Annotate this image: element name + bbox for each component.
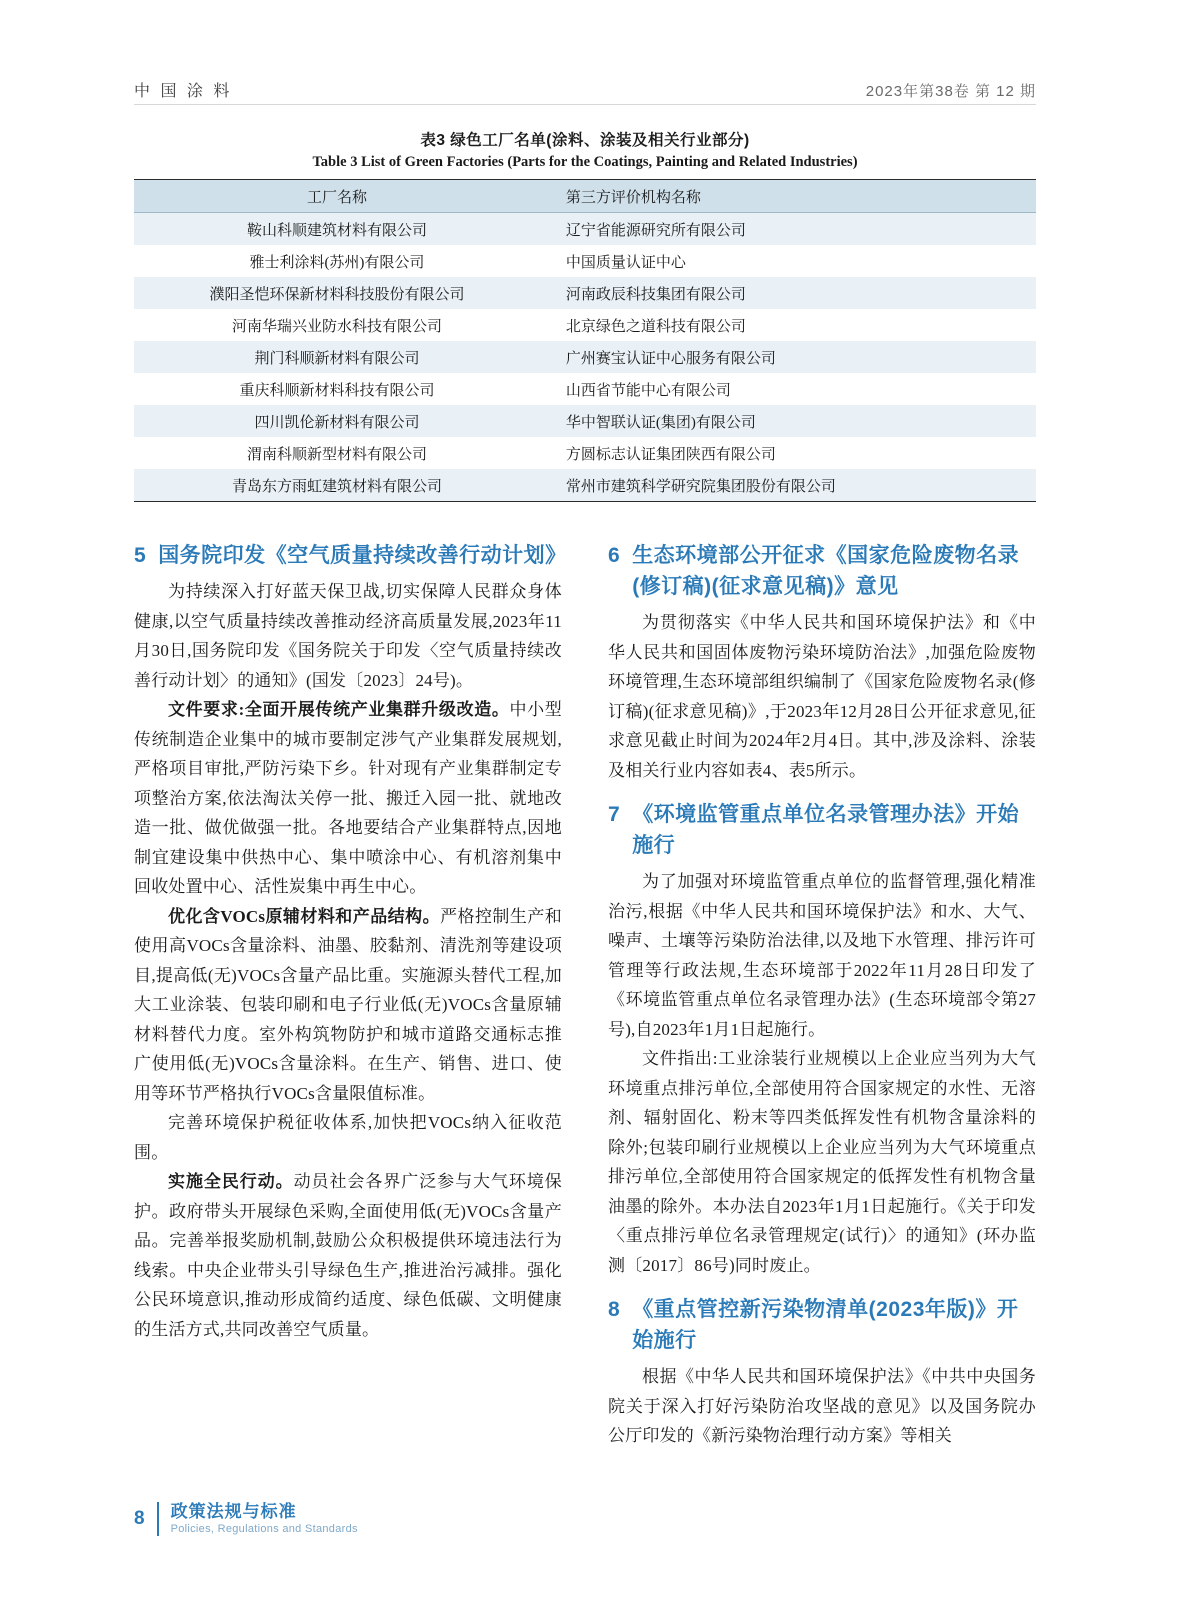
cell-agency: 常州市建筑科学研究院集团股份有限公司 (540, 469, 1036, 502)
table-row (134, 469, 1036, 502)
page-header (134, 78, 1036, 101)
table-row (134, 373, 1036, 405)
paragraph: 为贯彻落实《中华人民共和国环境保护法》和《中华人民共和国固体废物污染环境防治法》,加强危险废物环境管理,生态环境部组织编制了《国家危险废物名录(修订稿)(征求意见稿)》,于2023年12月28日公开征求意见,征求意见截止时间为2024年2月4日。其中,涉及涂料、涂装及相关行业内容如表4、表5所示。 (608, 613, 1036, 780)
paragraph-text: 中小型传统制造企业集中的城市要制定涉气产业集群发展规划,严格项目审批,严防污染下乡。针对现有产业集群制定专项整治方案,依法淘汰关停一批、搬迁入园一批、就地改造一批、做优做强一批。各地要结合产业集群特点,因地制宜建设集中供热中心、集中喷涂中心、有机溶剂集中回收处置中心、活性炭集中再生中心。 (134, 700, 562, 896)
table-caption-en: Table 3 List of Green Factories (Parts for the Coatings, Painting and Related Industries) (312, 154, 858, 170)
paragraph: 为持续深入打好蓝天保卫战,切实保障人民群众身体健康,以空气质量持续改善推动经济高质量发展,2023年11月30日,国务院印发《国务院关于印发〈空气质量持续改善行动计划〉的通知》(国发〔2023〕24号)。 (134, 582, 562, 690)
article-columns (134, 540, 1036, 1451)
page-footer (134, 1502, 1036, 1536)
section-heading-8 (608, 1294, 1036, 1356)
table-body (134, 213, 1036, 502)
paragraph-lead: 实施全民行动。 (168, 1172, 294, 1191)
cell-factory: 濮阳圣恺环保新材料科技股份有限公司 (134, 277, 540, 309)
table-row (134, 341, 1036, 373)
table-header-row (134, 180, 1036, 213)
cell-agency: 方圆标志认证集团陕西有限公司 (540, 437, 1036, 469)
table-row (134, 245, 1036, 277)
table-row (134, 405, 1036, 437)
section-heading-7 (608, 799, 1036, 861)
paragraph: 为了加强对环境监管重点单位的监督管理,强化精准治污,根据《中华人民共和国环境保护法》和水、大气、噪声、土壤等污染防治法律,以及地下水管理、排污许可管理等行政法规,生态环境部于2022年11月28日印发了《环境监管重点单位名录管理办法》(生态环境部令第27号),自2023年1月1日起施行。 (608, 872, 1036, 1039)
cell-agency: 华中智联认证(集团)有限公司 (540, 405, 1036, 437)
section-number: 8 (608, 1298, 621, 1321)
cell-factory: 雅士利涂料(苏州)有限公司 (134, 245, 540, 277)
paragraph: 文件指出:工业涂装行业规模以上企业应当列为大气环境重点排污单位,全部使用符合国家规定的水性、无溶剂、辐射固化、粉末等四类低挥发性有机物含量涂料的除外;包装印刷行业规模以上企业应当列为大气环境重点排污单位,全部使用符合国家规定的低挥发性有机物含量油墨的除外。本办法自2023年1月1日起施行。《关于印发〈重点排污单位名录管理规定(试行)〉的通知》(环办监测〔2017〕86号)同时废止。 (608, 1049, 1036, 1275)
cell-factory: 渭南科顺新型材料有限公司 (134, 437, 540, 469)
cell-agency: 北京绿色之道科技有限公司 (540, 309, 1036, 341)
journal-name: 中 国 涂 料 (134, 83, 233, 100)
section-title: 生态环境部公开征求《国家危险废物名录(修订稿)(征求意见稿)》意见 (632, 544, 1020, 598)
cell-agency: 辽宁省能源研究所有限公司 (540, 213, 1036, 246)
paragraph (134, 1167, 562, 1344)
section-spacer (608, 785, 1036, 799)
table-row (134, 277, 1036, 309)
table-caption-cn: 表3 绿色工厂名单(涂料、涂装及相关行业部分) (420, 132, 750, 149)
issue-info: 2023年第38卷 第 12 期 (865, 83, 1036, 100)
paragraph-text: 动员社会各界广泛参与大气环境保护。政府带头开展绿色采购,全面使用低(无)VOCs含量产品。完善举报奖励机制,鼓励公众积极提供环境违法行为线索。中央企业带头引导绿色生产,推进治污减排。强化公民环境意识,推动形成简约适度、绿色低碳、文明健康的生活方式,共同改善空气质量。 (134, 1172, 563, 1339)
paragraph-lead: 文件要求:全面开展传统产业集群升级改造。 (168, 700, 510, 719)
footer-divider (157, 1502, 159, 1536)
cell-factory: 河南华瑞兴业防水科技有限公司 (134, 309, 540, 341)
page-number: 8 (134, 1508, 145, 1529)
cell-agency: 山西省节能中心有限公司 (540, 373, 1036, 405)
column-header-agency: 第三方评价机构名称 (540, 180, 1036, 213)
header-divider (134, 104, 1036, 105)
section-heading-6 (608, 540, 1036, 602)
paragraph: 根据《中华人民共和国环境保护法》《中共中央国务院关于深入打好污染防治攻坚战的意见》以及国务院办公厅印发的《新污染物治理行动方案》等相关 (608, 1367, 1036, 1445)
section-heading-5 (134, 540, 567, 571)
section-title: 国务院印发《空气质量持续改善行动计划》 (158, 544, 567, 567)
footer-label-cn: 政策法规与标准 (170, 1502, 297, 1521)
section-title: 《环境监管重点单位名录管理办法》开始施行 (632, 803, 1020, 857)
cell-factory: 荆门科顺新材料有限公司 (134, 341, 540, 373)
column-header-factory: 工厂名称 (134, 180, 540, 213)
left-column (134, 540, 567, 1451)
cell-factory: 四川凯伦新材料有限公司 (134, 405, 540, 437)
cell-factory: 青岛东方雨虹建筑材料有限公司 (134, 469, 540, 502)
section-title: 《重点管控新污染物清单(2023年版)》开始施行 (632, 1298, 1019, 1352)
paragraph-text: 严格控制生产和使用高VOCs含量涂料、油墨、胶黏剂、清洗剂等建设项目,提高低(无)VOCs含量产品比重。实施源头替代工程,加大工业涂装、包装印刷和电子行业低(无)VOCs含量原辅材料替代力度。室外构筑物防护和城市道路交通标志推广使用低(无)VOCs含量涂料。在生产、销售、进口、使用等环节严格执行VOCs含量限值标准。 (134, 906, 563, 1103)
section-spacer (608, 1280, 1036, 1294)
table-block (134, 128, 1036, 502)
green-factory-table (134, 179, 1036, 502)
cell-agency: 中国质量认证中心 (540, 245, 1036, 277)
paragraph: 完善环境保护税征收体系,加快把VOCs纳入征收范围。 (134, 1113, 562, 1162)
table-row (134, 309, 1036, 341)
right-column (608, 540, 1036, 1451)
paragraph (134, 902, 562, 1109)
cell-factory: 重庆科顺新材料科技有限公司 (134, 373, 540, 405)
footer-labels (171, 1502, 358, 1536)
section-number: 6 (608, 544, 621, 567)
cell-agency: 广州赛宝认证中心服务有限公司 (540, 341, 1036, 373)
cell-factory: 鞍山科顺建筑材料有限公司 (134, 213, 540, 246)
section-number: 7 (608, 803, 621, 826)
paragraph (134, 695, 562, 902)
table-row (134, 213, 1036, 246)
footer-label-en: Policies, Regulations and Standards (170, 1523, 358, 1535)
table-row (134, 437, 1036, 469)
section-number: 5 (134, 544, 147, 567)
cell-agency: 河南政辰科技集团有限公司 (540, 277, 1036, 309)
paragraph-lead: 优化含VOCs原辅材料和产品结构。 (168, 906, 441, 926)
